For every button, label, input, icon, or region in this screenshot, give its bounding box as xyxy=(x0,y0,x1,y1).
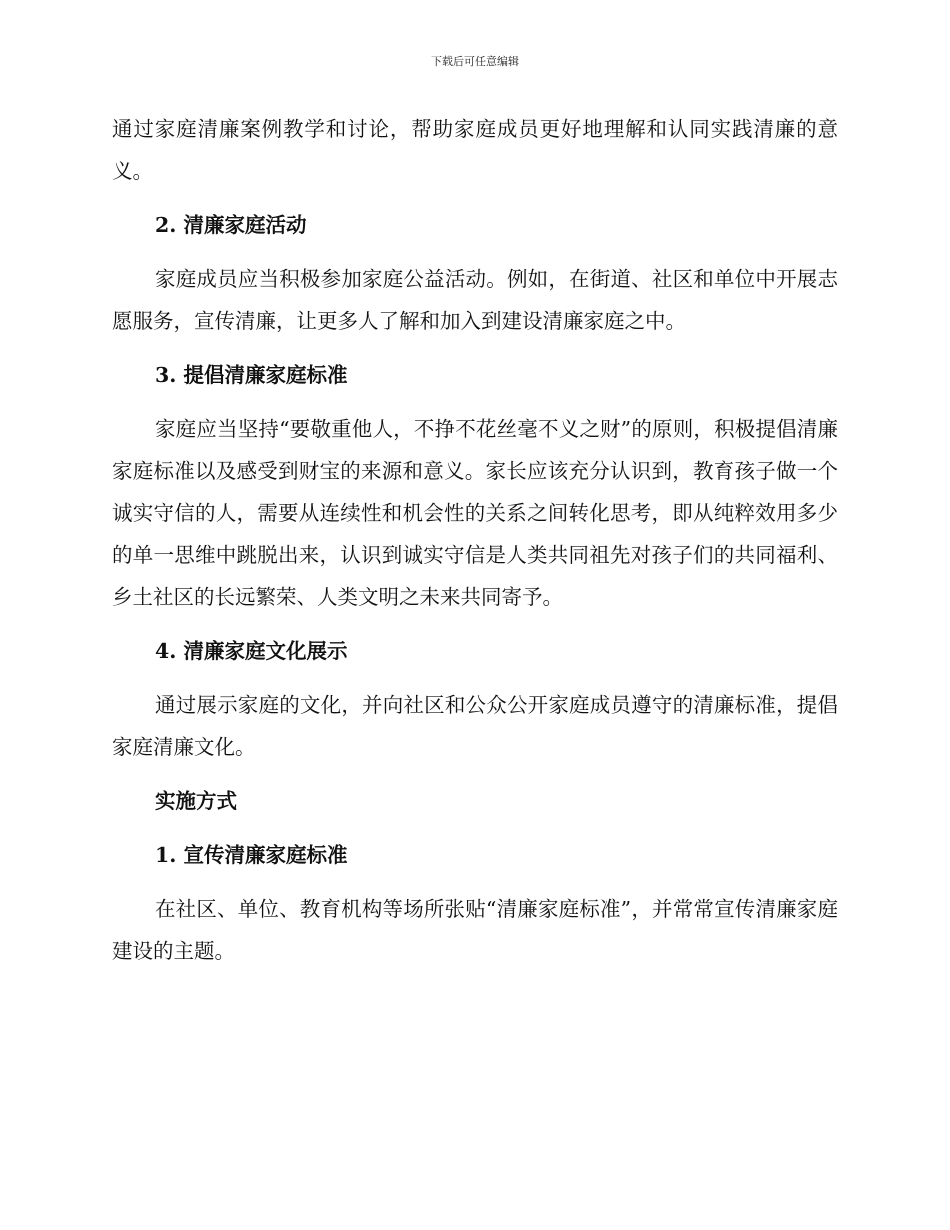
heading-activities: 2. 清廉家庭活动 xyxy=(155,213,307,237)
paragraph-standards: 家庭应当坚持“要敬重他人，不挣不花丝毫不义之财”的原则，积极提倡清廉家庭标准以及感受到财宝的来源和意义。家长应该充分认识到，教育孩子做一个诚实守信的人，需要从连续性和机会性的关系之间转化思考，即从纯粹效用多少的单一思维中跳脱出来，认识到诚实守信是人类共同祖先对孩子们的共同福利、乡土社区的长远繁荣、人类文明之未来共同寄予。 xyxy=(112,417,838,609)
paragraph-promote-standards: 在社区、单位、教育机构等场所张贴“清廉家庭标准”，并常常宣传清廉家庭建设的主题。 xyxy=(112,897,838,963)
heading-standards: 3. 提倡清廉家庭标准 xyxy=(155,363,348,387)
page-header: 下载后可任意编辑 xyxy=(431,55,519,68)
document-body xyxy=(112,108,838,972)
heading-implementation: 实施方式 xyxy=(155,789,237,813)
heading-culture-display: 4. 清廉家庭文化展示 xyxy=(155,639,348,663)
paragraph-activities: 家庭成员应当积极参加家庭公益活动。例如，在街道、社区和单位中开展志愿服务，宣传清廉，让更多人了解和加入到建设清廉家庭之中。 xyxy=(112,267,838,333)
heading-promote-standards: 1. 宣传清廉家庭标准 xyxy=(155,843,348,867)
paragraph-culture-display: 通过展示家庭的文化，并向社区和公众公开家庭成员遵守的清廉标准，提倡家庭清廉文化。 xyxy=(112,693,838,759)
paragraph-case-study: 通过家庭清廉案例教学和讨论，帮助家庭成员更好地理解和认同实践清廉的意义。 xyxy=(112,117,838,183)
